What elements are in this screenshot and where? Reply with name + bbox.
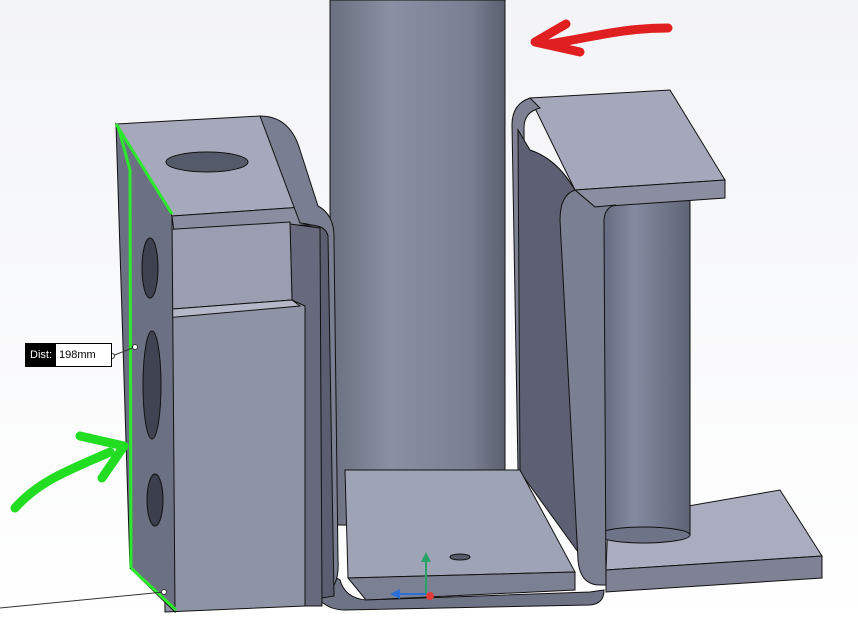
small-cylinder[interactable] bbox=[598, 200, 690, 543]
distance-value[interactable]: 198mm bbox=[56, 344, 111, 366]
left-bracket[interactable] bbox=[116, 116, 338, 612]
distance-measurement-tag[interactable] bbox=[25, 343, 112, 367]
large-pipe[interactable] bbox=[330, 0, 525, 534]
distance-label: Dist: bbox=[26, 344, 56, 366]
